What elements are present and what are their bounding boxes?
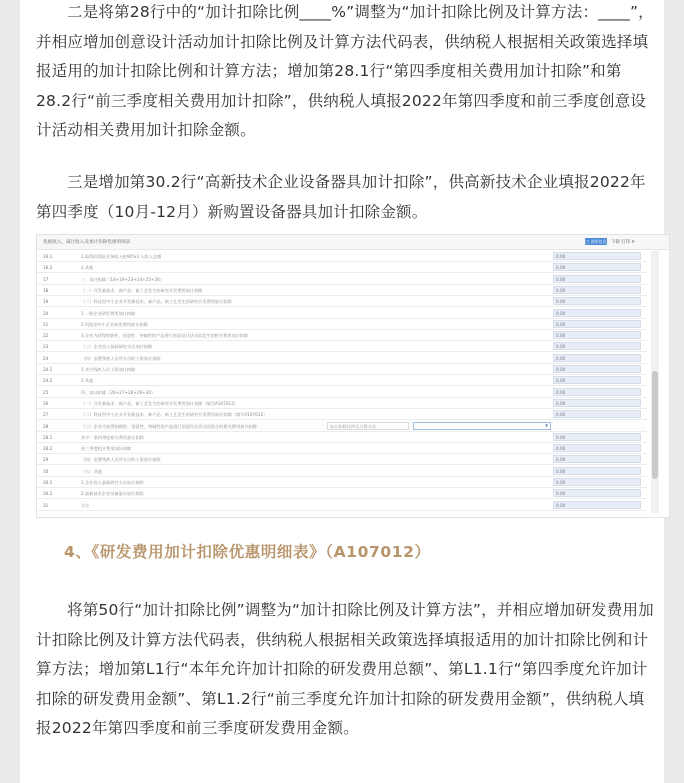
row-number: 16.2 — [43, 265, 53, 271]
amount-value: 0.00 — [556, 412, 566, 418]
amount-value: 0.00 — [556, 468, 566, 474]
table-row — [37, 330, 647, 341]
amount-value: 0.00 — [556, 310, 566, 316]
row-label: 1.一般企业研发费用加计扣除 — [81, 310, 136, 316]
row-label: 2.其他 — [81, 265, 94, 271]
amount-value: 0.00 — [556, 434, 566, 440]
row-label: 三、加计扣除（18+19+23+24+25+26） — [81, 276, 165, 282]
table-row — [37, 454, 647, 465]
amount-value: 0.00 — [556, 321, 566, 327]
embedded-form-screenshot — [36, 234, 670, 518]
row-label: 合计 — [81, 502, 90, 508]
row-label: 3.企业为获得创新性、创意性、突破性的产品进行创意设计活动而发生的相关费用加计扣除 — [81, 333, 249, 339]
amount-value: 0.00 — [556, 457, 566, 463]
table-row — [37, 398, 647, 409]
row-label: 四、加计扣除（26+27+28+29+30） — [81, 389, 156, 395]
amount-input[interactable] — [553, 444, 641, 452]
scrollbar-thumb[interactable] — [652, 371, 658, 479]
row-number: 31 — [43, 502, 49, 508]
row-number: 17 — [43, 276, 49, 282]
table-row — [37, 364, 647, 375]
amount-input[interactable] — [553, 501, 641, 509]
ratio-label-field: 加计扣除比例及计算方法 — [327, 422, 409, 430]
amount-input[interactable] — [553, 455, 641, 463]
form-scrollbar[interactable] — [651, 251, 659, 513]
row-label: 1.企业投入基础研究支出加计扣除 — [81, 480, 144, 485]
table-row — [37, 409, 647, 420]
row-number: 30 — [43, 468, 49, 474]
table-row — [37, 443, 647, 454]
form-title-bar — [37, 235, 669, 250]
row-label: （二）科技型中小企业开发新技术、新产品、新工艺发生的研究开发费用加计扣除（填写A107012） — [81, 412, 268, 418]
amount-value: 0.00 — [556, 254, 566, 259]
form-toolbar-icons[interactable]: 下载 打印 ✕ — [611, 240, 636, 245]
table-row — [37, 466, 647, 477]
table-row — [37, 488, 647, 499]
row-label: （二）科技型中小企业开发新技术、新产品、新工艺发生的研究开发费用加计扣除 — [81, 299, 232, 305]
table-row — [37, 296, 647, 307]
amount-input[interactable] — [553, 263, 641, 271]
table-row — [37, 274, 647, 285]
amount-value: 0.00 — [556, 389, 566, 395]
amount-input[interactable] — [553, 252, 641, 260]
row-number: 28.1 — [43, 434, 53, 440]
amount-input[interactable] — [553, 331, 641, 339]
amount-value: 0.00 — [556, 480, 566, 485]
amount-input[interactable] — [553, 489, 641, 497]
amount-input[interactable] — [553, 467, 641, 475]
table-row — [37, 341, 647, 352]
amount-value: 0.00 — [556, 446, 566, 452]
row-label: 前三季度相关费用加计扣除 — [81, 446, 132, 452]
table-row — [37, 432, 647, 443]
amount-input[interactable] — [553, 365, 641, 373]
row-label: 其中：第四季度相关费用加计扣除 — [81, 434, 144, 440]
row-number: 28.2 — [43, 446, 53, 452]
ratio-method-select[interactable] — [413, 422, 551, 430]
row-label: （三）企业为获得创新性、创意性、突破性的产品进行创意设计活动而发生的相关费用加计扣除 — [81, 423, 257, 429]
amount-input[interactable] — [553, 478, 641, 486]
form-title: 免税收入、减计收入及加计扣除优惠明细表 — [43, 240, 131, 245]
paragraph-item-2: 二是将第28行中的“加计扣除比例____%”调整为“加计扣除比例及计算方法：____”，并相应增加创意设计活动加计扣除比例及计算方法代码表，供纳税人根据相关政策选择填报适用的加计扣除比例和计算方法；增加第28.1行“第四季度相关费用加计扣除”和第28.2行“前三季度相关费用加计扣除”，供纳税人填报2022年第四季度和前三季度创意设计活动相关费用加计扣除金额。 — [36, 3, 654, 139]
row-number: 18 — [43, 287, 49, 293]
amount-value: 0.00 — [556, 265, 566, 271]
row-number: 23 — [43, 344, 49, 350]
row-number: 24.1 — [43, 367, 53, 372]
amount-input[interactable] — [553, 342, 641, 350]
section-heading: 4、《研发费用加计扣除优惠明细表》（A107012） — [64, 543, 431, 561]
table-row — [37, 375, 647, 386]
amount-value: 0.00 — [556, 333, 566, 339]
row-number: 24 — [43, 355, 49, 361]
row-label: （三）企业投入基础研究支出加计扣除 — [81, 344, 153, 350]
table-row — [37, 262, 647, 273]
amount-input[interactable] — [553, 286, 641, 294]
amount-input[interactable] — [553, 410, 641, 418]
row-number: 27 — [43, 412, 49, 418]
row-label: 2.高新技术企业设备器具加计扣除 — [81, 491, 144, 497]
row-label: （五）其他 — [81, 468, 102, 474]
row-label: （一）开发新技术、新产品、新工艺发生的研究开发费用加计扣除 — [81, 287, 203, 293]
row-number: 30.2 — [43, 491, 53, 497]
row-label: 1.取得的保险业务收入按90%计入收入总额 — [81, 254, 162, 259]
amount-value: 0.00 — [556, 367, 566, 372]
table-row — [37, 319, 647, 330]
row-number: 24.2 — [43, 378, 53, 384]
row-label: （四）安置残疾人员所支付的工资加计扣除 — [81, 355, 161, 361]
amount-value: 0.00 — [556, 491, 566, 497]
row-label: 1.支付残疾人员工资加计扣除 — [81, 367, 136, 372]
table-row — [37, 387, 647, 398]
paragraph-item-3: 三是增加第30.2行“高新技术企业设备器具加计扣除”，供高新技术企业填报2022年第四季度（10月-12月）新购置设备器具加计扣除金额。 — [36, 173, 646, 221]
table-row — [37, 251, 647, 262]
row-number: 29 — [43, 457, 49, 463]
row-label: 2.科技型中小企业研发费用加计扣除 — [81, 321, 148, 327]
row-number: 20 — [43, 310, 49, 316]
paragraph-item-4: 将第50行“加计扣除比例”调整为“加计扣除比例及计算方法”，并相应增加研发费用加计扣除比例及计算方法代码表，供纳税人根据相关政策选择填报适用的加计扣除比例和计算方法；增加第L1行“本年允许加计扣除的研发费用总额”、第L1.1行“第四季度允许加计扣除的研发费用金额”、第L1.2行“前三季度允许加计扣除的研发费用金额”，供纳税人填报2022年第四季度和前三季度研发费用金额。 — [36, 601, 654, 737]
table-row — [37, 500, 647, 511]
amount-value: 0.00 — [556, 355, 566, 361]
amount-value: 0.00 — [556, 502, 566, 508]
amount-value: 0.00 — [556, 378, 566, 384]
amount-input[interactable] — [553, 320, 641, 328]
amount-value: 0.00 — [556, 400, 566, 406]
amount-input[interactable] — [553, 433, 641, 441]
amount-value: 0.00 — [556, 287, 566, 293]
row-label: （四）安置残疾人员所支付的工资加计扣除 — [81, 457, 161, 463]
table-row — [37, 421, 647, 432]
amount-input[interactable] — [553, 354, 641, 362]
article-page — [20, 0, 664, 783]
table-row — [37, 353, 647, 364]
amount-value: 0.00 — [556, 299, 566, 305]
amount-input[interactable] — [553, 388, 641, 396]
row-label: 2.其他 — [81, 378, 94, 384]
table-row — [37, 308, 647, 319]
row-number: 19 — [43, 299, 49, 305]
row-number: 21 — [43, 321, 49, 327]
amount-input[interactable] — [553, 309, 641, 317]
amount-input[interactable] — [553, 376, 641, 384]
amount-input[interactable] — [553, 275, 641, 283]
row-number: 26 — [43, 400, 49, 406]
amount-value: 0.00 — [556, 276, 566, 282]
amount-value: 0.00 — [556, 344, 566, 350]
table-row — [37, 477, 647, 488]
table-row — [37, 285, 647, 296]
form-info-button[interactable]: □ 说明信息 — [585, 239, 607, 244]
row-number: 30.1 — [43, 480, 53, 485]
row-number: 16.1 — [43, 254, 53, 259]
chevron-down-icon[interactable]: ▼ — [545, 422, 549, 428]
amount-input[interactable] — [553, 297, 641, 305]
amount-input[interactable] — [553, 399, 641, 407]
row-number: 25 — [43, 389, 49, 395]
row-number: 22 — [43, 333, 49, 339]
row-number: 28 — [43, 423, 49, 429]
row-label: （一）开发新技术、新产品、新工艺发生的研究开发费用加计扣除（填写A107012） — [81, 400, 239, 406]
